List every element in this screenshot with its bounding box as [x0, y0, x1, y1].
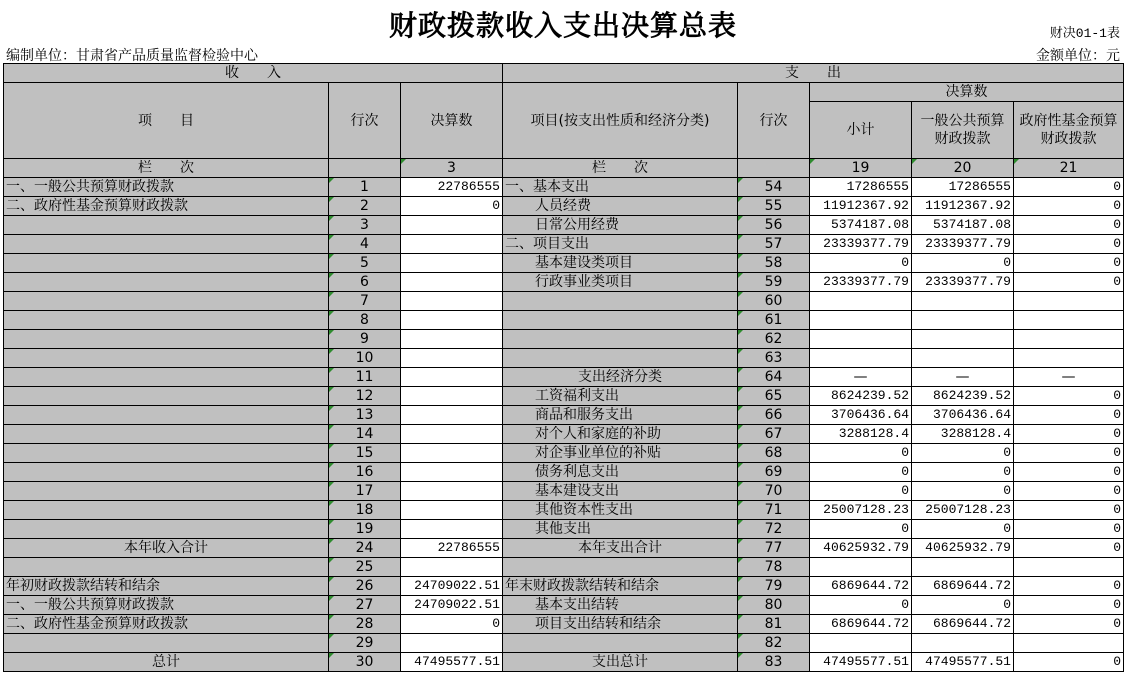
expense-subtotal-cell: 11912367.92: [810, 197, 912, 216]
expense-gov-fund-cell: 0: [1014, 216, 1124, 235]
expense-gov-fund-cell: [1014, 349, 1124, 368]
expense-gov-fund-cell: 0: [1014, 615, 1124, 634]
table-row: [4, 539, 1124, 558]
expense-row-no-cell: 65: [738, 387, 810, 406]
expense-gov-fund-cell: 0: [1014, 235, 1124, 254]
income-item-cell: [4, 463, 329, 482]
income-item-cell: [4, 330, 329, 349]
table-row: [4, 463, 1124, 482]
income-amount-cell: [401, 501, 503, 520]
table-row: [4, 482, 1124, 501]
income-item-cell: [4, 501, 329, 520]
income-amount-cell: [401, 349, 503, 368]
income-row-no-cell: 3: [329, 216, 401, 235]
expense-row-no-cell: 58: [738, 254, 810, 273]
expense-subtotal-cell: 17286555: [810, 178, 912, 197]
expense-row-no-cell: 70: [738, 482, 810, 501]
income-amount-cell: [401, 311, 503, 330]
table-row: [4, 577, 1124, 596]
expense-subtotal-cell: [810, 292, 912, 311]
income-amount-cell: [401, 254, 503, 273]
table-row: [4, 558, 1124, 577]
expense-subtotal-cell: —: [810, 368, 912, 387]
expense-general-budget-cell: [912, 311, 1014, 330]
table-row: [4, 273, 1124, 292]
income-amount-cell: [401, 463, 503, 482]
income-row-no-cell: 28: [329, 615, 401, 634]
table-row: [4, 520, 1124, 539]
expense-subtotal-cell: 5374187.08: [810, 216, 912, 235]
expense-gov-fund-cell: 0: [1014, 197, 1124, 216]
income-row-no-cell: 29: [329, 634, 401, 653]
expense-item-cell: 人员经费: [503, 197, 738, 216]
income-amount-cell: 24709022.51: [401, 596, 503, 615]
expense-row-no-cell: 63: [738, 349, 810, 368]
expense-subtotal-cell: [810, 558, 912, 577]
income-item-cell: [4, 558, 329, 577]
expense-item-cell: 本年支出合计: [503, 539, 738, 558]
expense-general-budget-cell: 0: [912, 444, 1014, 463]
expense-gov-fund-cell: 0: [1014, 178, 1124, 197]
expense-general-budget-cell: 3706436.64: [912, 406, 1014, 425]
reporting-unit: 编制单位：甘肃省产品质量监督检验中心: [6, 48, 258, 64]
expense-general-budget-cell: 40625932.79: [912, 539, 1014, 558]
column-3-label: 3: [401, 159, 503, 178]
income-row-no-cell: 26: [329, 577, 401, 596]
expense-item-header: 项目(按支出性质和经济分类): [503, 83, 738, 159]
income-row-no-cell: 18: [329, 501, 401, 520]
expense-item-cell: 对个人和家庭的补助: [503, 425, 738, 444]
income-amount-cell: [401, 444, 503, 463]
table-row: [4, 178, 1124, 197]
expense-row-no-cell: 62: [738, 330, 810, 349]
income-amount-cell: [401, 387, 503, 406]
income-row-no-cell: 11: [329, 368, 401, 387]
table-row: [4, 292, 1124, 311]
expense-row-no-cell: 80: [738, 596, 810, 615]
expense-gov-fund-cell: 0: [1014, 425, 1124, 444]
expense-gov-fund-cell: 0: [1014, 444, 1124, 463]
income-item-cell: [4, 292, 329, 311]
table-row: [4, 349, 1124, 368]
form-code: 财决01-1表: [1049, 26, 1120, 41]
expense-row-no-cell: 59: [738, 273, 810, 292]
expense-general-budget-cell: 25007128.23: [912, 501, 1014, 520]
income-item-cell: [4, 387, 329, 406]
expense-general-budget-cell: 17286555: [912, 178, 1014, 197]
expense-item-cell: 基本建设支出: [503, 482, 738, 501]
expense-row-no-cell: 78: [738, 558, 810, 577]
expense-item-cell: [503, 311, 738, 330]
income-amount-cell: [401, 558, 503, 577]
expense-subtotal-cell: 0: [810, 596, 912, 615]
income-item-cell: [4, 311, 329, 330]
expense-item-cell: 支出经济分类: [503, 368, 738, 387]
expense-item-cell: 日常公用经费: [503, 216, 738, 235]
expense-gov-fund-cell: [1014, 330, 1124, 349]
expense-subtotal-cell: 47495577.51: [810, 653, 912, 672]
expense-general-budget-cell: [912, 292, 1014, 311]
expense-row-no-cell: 68: [738, 444, 810, 463]
expense-general-budget-cell: 0: [912, 482, 1014, 501]
income-item-cell: 一、一般公共预算财政拨款: [4, 178, 329, 197]
income-amount-cell: [401, 425, 503, 444]
income-amount-cell: 0: [401, 615, 503, 634]
expense-item-cell: 二、项目支出: [503, 235, 738, 254]
table-row: [4, 254, 1124, 273]
income-item-cell: [4, 349, 329, 368]
table-row: [4, 235, 1124, 254]
expense-row-no-cell: 55: [738, 197, 810, 216]
expense-gov-fund-cell: 0: [1014, 387, 1124, 406]
expense-row-no-cell: 60: [738, 292, 810, 311]
income-item-cell: 二、政府性基金预算财政拨款: [4, 197, 329, 216]
income-row-no-cell: 7: [329, 292, 401, 311]
expense-item-cell: [503, 349, 738, 368]
expense-general-budget-cell: 47495577.51: [912, 653, 1014, 672]
income-header: 收 入: [4, 64, 503, 83]
currency-unit: 金额单位：元: [1036, 48, 1120, 64]
expense-subtotal-cell: 0: [810, 482, 912, 501]
expense-subtotal-cell: [810, 330, 912, 349]
table-row: [4, 330, 1124, 349]
expense-item-cell: [503, 558, 738, 577]
income-item-cell: [4, 520, 329, 539]
income-row-no-cell: 27: [329, 596, 401, 615]
column-20-label: 20: [912, 159, 1014, 178]
income-item-cell: [4, 368, 329, 387]
expense-subtotal-cell: 8624239.52: [810, 387, 912, 406]
income-row-no-cell: 13: [329, 406, 401, 425]
income-item-cell: 年初财政拨款结转和结余: [4, 577, 329, 596]
expense-subtotal-cell: 0: [810, 463, 912, 482]
income-item-cell: [4, 634, 329, 653]
expense-subtotal-cell: 6869644.72: [810, 615, 912, 634]
income-row-no-cell: 30: [329, 653, 401, 672]
income-amount-cell: 47495577.51: [401, 653, 503, 672]
income-amount-cell: [401, 330, 503, 349]
expense-general-budget-cell: 0: [912, 254, 1014, 273]
expense-item-cell: 年末财政拨款结转和结余: [503, 577, 738, 596]
expense-general-budget-cell: 8624239.52: [912, 387, 1014, 406]
income-item-cell: 本年收入合计: [4, 539, 329, 558]
income-amount-cell: 24709022.51: [401, 577, 503, 596]
expense-general-budget-cell: 0: [912, 463, 1014, 482]
income-row-no-cell: 14: [329, 425, 401, 444]
expense-row-no-cell: 77: [738, 539, 810, 558]
income-item-cell: [4, 235, 329, 254]
column-label: 栏 次: [4, 159, 329, 178]
table-row: [4, 615, 1124, 634]
item-header: 项 目: [4, 83, 329, 159]
income-amount-cell: [401, 292, 503, 311]
expense-general-budget-cell: [912, 349, 1014, 368]
expense-general-budget-cell: 0: [912, 596, 1014, 615]
gov-fund-header: 政府性基金预算财政拨款: [1014, 102, 1124, 159]
expense-gov-fund-cell: [1014, 311, 1124, 330]
expense-general-budget-cell: [912, 634, 1014, 653]
income-amount-cell: 22786555: [401, 539, 503, 558]
income-item-cell: 总计: [4, 653, 329, 672]
expense-subtotal-cell: 23339377.79: [810, 235, 912, 254]
table-row: [4, 406, 1124, 425]
income-row-no-cell: 24: [329, 539, 401, 558]
expense-item-cell: 其他支出: [503, 520, 738, 539]
amount-header: 决算数: [401, 83, 503, 159]
income-amount-cell: [401, 368, 503, 387]
expense-gov-fund-cell: 0: [1014, 520, 1124, 539]
expense-subtotal-cell: 40625932.79: [810, 539, 912, 558]
general-budget-header: 一般公共预算财政拨款: [912, 102, 1014, 159]
expense-row-no-cell: 66: [738, 406, 810, 425]
income-amount-cell: [401, 216, 503, 235]
expense-subtotal-cell: [810, 349, 912, 368]
expense-general-budget-cell: 6869644.72: [912, 615, 1014, 634]
expense-subtotal-cell: 3706436.64: [810, 406, 912, 425]
expense-gov-fund-cell: 0: [1014, 501, 1124, 520]
expense-row-no-cell: 72: [738, 520, 810, 539]
income-row-no-cell: 4: [329, 235, 401, 254]
subtotal-header: 小计: [810, 102, 912, 159]
income-amount-cell: [401, 482, 503, 501]
income-row-no-cell: 15: [329, 444, 401, 463]
expense-general-budget-cell: 3288128.4: [912, 425, 1014, 444]
expense-general-budget-cell: 11912367.92: [912, 197, 1014, 216]
expense-general-budget-cell: 23339377.79: [912, 235, 1014, 254]
expense-column-label: 栏 次: [503, 159, 738, 178]
expense-item-cell: 其他资本性支出: [503, 501, 738, 520]
expense-item-cell: 对企事业单位的补贴: [503, 444, 738, 463]
table-row: [4, 216, 1124, 235]
budget-table: [3, 63, 1124, 672]
page-title: 财政拨款收入支出决算总表: [388, 9, 737, 42]
row-no-header: 行次: [329, 83, 401, 159]
income-item-cell: 一、一般公共预算财政拨款: [4, 596, 329, 615]
table-row: [4, 387, 1124, 406]
expense-gov-fund-cell: 0: [1014, 254, 1124, 273]
income-amount-cell: 22786555: [401, 178, 503, 197]
income-row-no-cell: 16: [329, 463, 401, 482]
income-row-no-cell: 25: [329, 558, 401, 577]
expense-general-budget-cell: —: [912, 368, 1014, 387]
income-amount-cell: [401, 235, 503, 254]
income-amount-cell: [401, 634, 503, 653]
income-amount-cell: [401, 406, 503, 425]
income-item-cell: [4, 482, 329, 501]
expense-row-no-cell: 79: [738, 577, 810, 596]
expense-subtotal-cell: 25007128.23: [810, 501, 912, 520]
expense-row-no-cell: 67: [738, 425, 810, 444]
expense-row-no-cell: 57: [738, 235, 810, 254]
income-row-no-cell: 12: [329, 387, 401, 406]
table-row: [4, 444, 1124, 463]
expense-gov-fund-cell: 0: [1014, 596, 1124, 615]
expense-item-cell: 支出总计: [503, 653, 738, 672]
expense-row-no-cell: 71: [738, 501, 810, 520]
expense-item-cell: 基本建设类项目: [503, 254, 738, 273]
expense-row-no-cell: 81: [738, 615, 810, 634]
expense-general-budget-cell: 23339377.79: [912, 273, 1014, 292]
income-item-cell: [4, 444, 329, 463]
table-row: [4, 501, 1124, 520]
expense-item-cell: 商品和服务支出: [503, 406, 738, 425]
expense-general-budget-cell: 6869644.72: [912, 577, 1014, 596]
table-row: [4, 425, 1124, 444]
expense-row-no-cell: 69: [738, 463, 810, 482]
table-row: [4, 368, 1124, 387]
expense-item-cell: 项目支出结转和结余: [503, 615, 738, 634]
column-19-label: 19: [810, 159, 912, 178]
expense-header: 支 出: [503, 64, 1124, 83]
income-item-cell: [4, 406, 329, 425]
expense-column-label-rowno: [738, 159, 810, 178]
expense-row-no-cell: 64: [738, 368, 810, 387]
expense-gov-fund-cell: 0: [1014, 577, 1124, 596]
expense-subtotal-cell: [810, 311, 912, 330]
expense-row-no-cell: 56: [738, 216, 810, 235]
income-amount-cell: [401, 520, 503, 539]
table-row: [4, 596, 1124, 615]
income-item-cell: [4, 254, 329, 273]
income-row-no-cell: 5: [329, 254, 401, 273]
expense-item-cell: 基本支出结转: [503, 596, 738, 615]
table-row: [4, 634, 1124, 653]
income-amount-cell: 0: [401, 197, 503, 216]
income-row-no-cell: 19: [329, 520, 401, 539]
expense-gov-fund-cell: 0: [1014, 463, 1124, 482]
income-item-cell: [4, 425, 329, 444]
table-row: [4, 653, 1124, 672]
expense-subtotal-cell: 23339377.79: [810, 273, 912, 292]
expense-subtotal-cell: 0: [810, 520, 912, 539]
expense-general-budget-cell: 5374187.08: [912, 216, 1014, 235]
table-row: [4, 311, 1124, 330]
expense-item-cell: [503, 292, 738, 311]
expense-gov-fund-cell: [1014, 558, 1124, 577]
expense-row-no-cell: 83: [738, 653, 810, 672]
expense-item-cell: 一、基本支出: [503, 178, 738, 197]
expense-gov-fund-cell: —: [1014, 368, 1124, 387]
expense-gov-fund-cell: 0: [1014, 406, 1124, 425]
final-amount-group-header: 决算数: [810, 83, 1124, 102]
expense-general-budget-cell: 0: [912, 520, 1014, 539]
expense-row-no-header: 行次: [738, 83, 810, 159]
table-row: [4, 197, 1124, 216]
income-row-no-cell: 1: [329, 178, 401, 197]
income-row-no-cell: 9: [329, 330, 401, 349]
expense-gov-fund-cell: 0: [1014, 273, 1124, 292]
expense-row-no-cell: 54: [738, 178, 810, 197]
income-row-no-cell: 2: [329, 197, 401, 216]
income-item-cell: [4, 273, 329, 292]
expense-item-cell: 债务利息支出: [503, 463, 738, 482]
expense-row-no-cell: 82: [738, 634, 810, 653]
expense-gov-fund-cell: 0: [1014, 539, 1124, 558]
expense-subtotal-cell: 0: [810, 254, 912, 273]
expense-general-budget-cell: [912, 558, 1014, 577]
expense-item-cell: 行政事业类项目: [503, 273, 738, 292]
expense-row-no-cell: 61: [738, 311, 810, 330]
expense-subtotal-cell: 6869644.72: [810, 577, 912, 596]
expense-gov-fund-cell: [1014, 634, 1124, 653]
column-label-rowno: [329, 159, 401, 178]
expense-subtotal-cell: [810, 634, 912, 653]
expense-gov-fund-cell: [1014, 292, 1124, 311]
expense-general-budget-cell: [912, 330, 1014, 349]
expense-item-cell: [503, 330, 738, 349]
expense-item-cell: [503, 634, 738, 653]
column-21-label: 21: [1014, 159, 1124, 178]
income-row-no-cell: 6: [329, 273, 401, 292]
expense-subtotal-cell: 3288128.4: [810, 425, 912, 444]
expense-subtotal-cell: 0: [810, 444, 912, 463]
income-row-no-cell: 17: [329, 482, 401, 501]
income-row-no-cell: 8: [329, 311, 401, 330]
income-amount-cell: [401, 273, 503, 292]
income-row-no-cell: 10: [329, 349, 401, 368]
expense-gov-fund-cell: 0: [1014, 653, 1124, 672]
expense-gov-fund-cell: 0: [1014, 482, 1124, 501]
expense-item-cell: 工资福利支出: [503, 387, 738, 406]
income-item-cell: [4, 216, 329, 235]
income-item-cell: 二、政府性基金预算财政拨款: [4, 615, 329, 634]
